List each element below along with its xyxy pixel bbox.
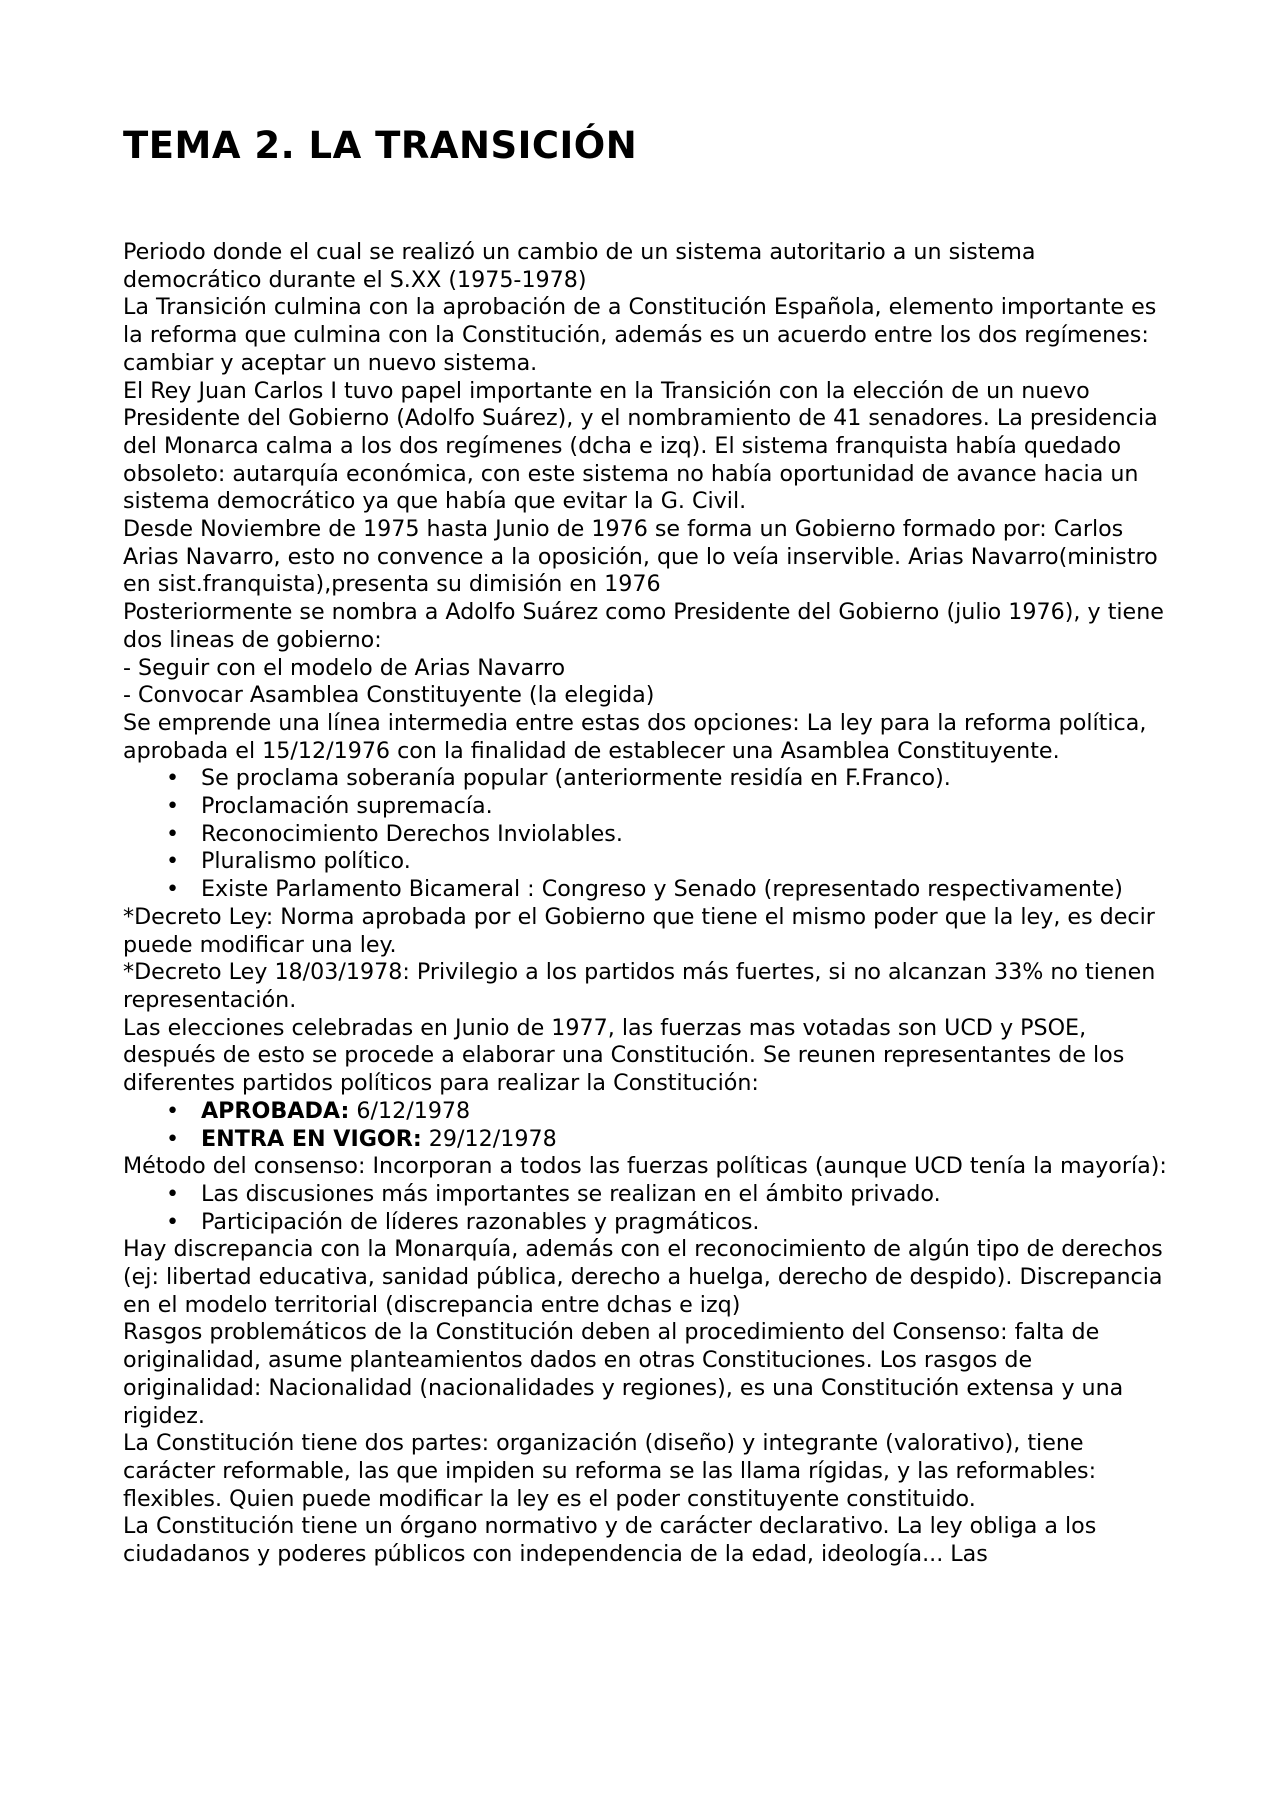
list-item: [166, 821, 1173, 849]
list-item-text: Proclamación supremacía.: [201, 793, 493, 820]
date-label-approved: APROBADA:: [201, 1097, 350, 1124]
list-item-text: Existe Parlamento Bicameral : Congreso y Senado (representado respectivamente): [201, 876, 1123, 903]
list-item: [166, 793, 1173, 821]
paragraph-consensus-method: Método del consenso: Incorporan a todos las fuerzas políticas (aunque UCD tenía la mayoría):: [123, 1153, 1167, 1180]
bullet-icon: •: [166, 876, 180, 903]
bullet-icon: •: [166, 793, 180, 820]
list-item: [166, 1098, 1173, 1126]
paragraph-constitution-parts: La Constitución tiene dos partes: organización (diseño) y integrante (valorativo), tiene carácter reformable, las que impiden su reforma se las llama rígidas, y las reformables: flexibles. Quien puede modificar la ley es el poder constituyente constituido.: [123, 1430, 1097, 1512]
paragraph-normative-organ: La Constitución tiene un órgano normativo y de carácter declarativo. La ley obliga a los ciudadanos y poderes públicos con independencia de la edad, ideología... Las: [123, 1513, 1097, 1568]
paragraph-option-one: - Seguir con el modelo de Arias Navarro: [123, 654, 566, 681]
bullet-icon: •: [166, 1097, 180, 1124]
list-item: [166, 876, 1173, 904]
bullet-icon: •: [166, 1125, 180, 1152]
list-item: [166, 848, 1173, 876]
paragraph-political-reform-law: Se emprende una línea intermedia entre estas dos opciones: La ley para la reforma política, aprobada el 15/12/1976 con la finalidad de establecer una Asamblea Constituyente.: [123, 709, 1147, 764]
list-item-text: Las discusiones más importantes se realizan en el ámbito privado.: [201, 1180, 941, 1207]
document-title: TEMA 2. LA TRANSICIÓN: [123, 124, 638, 167]
paragraph-decree-law-definition: *Decreto Ley: Norma aprobada por el Gobierno que tiene el mismo poder que la ley, es decir puede modificar una ley.: [123, 903, 1155, 958]
constitution-dates-list: [123, 1098, 1173, 1153]
reform-points-list: [123, 765, 1173, 904]
list-item-text: Se proclama soberanía popular (anteriormente residía en F.Franco).: [201, 765, 951, 792]
list-item: [166, 765, 1173, 793]
list-item-text: Pluralismo político.: [201, 848, 411, 875]
date-label-in-force: ENTRA EN VIGOR:: [201, 1125, 422, 1152]
date-value-approved: 6/12/1978: [349, 1097, 471, 1124]
paragraph-arias-government: Desde Noviembre de 1975 hasta Junio de 1976 se forma un Gobierno formado por: Carlos Arias Navarro, esto no convence a la oposición, que lo veía inservible. Arias Navarro(ministro en sist.franquista),presenta su dimisión en 1976: [123, 516, 1158, 598]
list-item: [166, 1126, 1173, 1154]
paragraph-culmination: La Transición culmina con la aprobación de a Constitución Española, elemento importante es la reforma que culmina con la Constitución, además es un acuerdo entre los dos regímenes: cambiar y aceptar un nuevo sistema.: [123, 294, 1157, 376]
paragraph-suarez-appointment: Posteriormente se nombra a Adolfo Suárez como Presidente del Gobierno (julio 1976), y tiene dos lineas de gobierno:: [123, 599, 1164, 653]
bullet-icon: •: [166, 848, 180, 875]
paragraph-decree-law-1978: *Decreto Ley 18/03/1978: Privilegio a los partidos más fuertes, si no alcanzan 33% no tienen representación.: [123, 959, 1156, 1013]
bullet-icon: •: [166, 1208, 180, 1235]
bullet-icon: •: [166, 820, 180, 847]
consensus-points-list: [123, 1181, 1173, 1236]
document-body: [123, 239, 1173, 1569]
date-value-in-force: 29/12/1978: [421, 1125, 557, 1152]
paragraph-king-role: El Rey Juan Carlos I tuvo papel importante en la Transición con la elección de un nuevo Presidente del Gobierno (Adolfo Suárez), y el nombramiento de 41 senadores. La presidencia del Monarca calma a los dos regímenes (dcha e izq). El sistema franquista había quedado obsoleto: autarquía económica, con este sistema no había oportunidad de avance hacia un sistema democrático ya que había que evitar la G. Civil.: [123, 377, 1158, 515]
list-item-text: Reconocimiento Derechos Inviolables.: [201, 820, 623, 847]
list-item: [166, 1181, 1173, 1209]
paragraph-definition: Periodo donde el cual se realizó un cambio de un sistema autoritario a un sistema democrático durante el S.XX (1975-1978): [123, 239, 1036, 293]
paragraph-option-two: - Convocar Asamblea Constituyente (la elegida): [123, 682, 655, 709]
paragraph-problematic-traits: Rasgos problemáticos de la Constitución deben al procedimiento del Consenso: falta de originalidad, asume planteamientos dados en otras Constituciones. Los rasgos de originalidad: Nacionalidad (nacionalidades y regiones), es una Constitución extensa y una rigidez.: [123, 1319, 1124, 1429]
paragraph-discrepancies: Hay discrepancia con la Monarquía, además con el reconocimiento de algún tipo de derechos (ej: libertad educativa, sanidad pública, derecho a huelga, derecho de despido). Discrepancia en el modelo territorial (discrepancia entre dchas e izq): [123, 1236, 1163, 1318]
bullet-icon: •: [166, 1180, 180, 1207]
bullet-icon: •: [166, 765, 180, 792]
list-item-text: Participación de líderes razonables y pragmáticos.: [201, 1208, 760, 1235]
paragraph-elections-1977: Las elecciones celebradas en Junio de 1977, las fuerzas mas votadas son UCD y PSOE, después de esto se procede a elaborar una Constitución. Se reunen representantes de los diferentes partidos políticos para realizar la Constitución:: [123, 1014, 1125, 1097]
list-item: [166, 1209, 1173, 1237]
